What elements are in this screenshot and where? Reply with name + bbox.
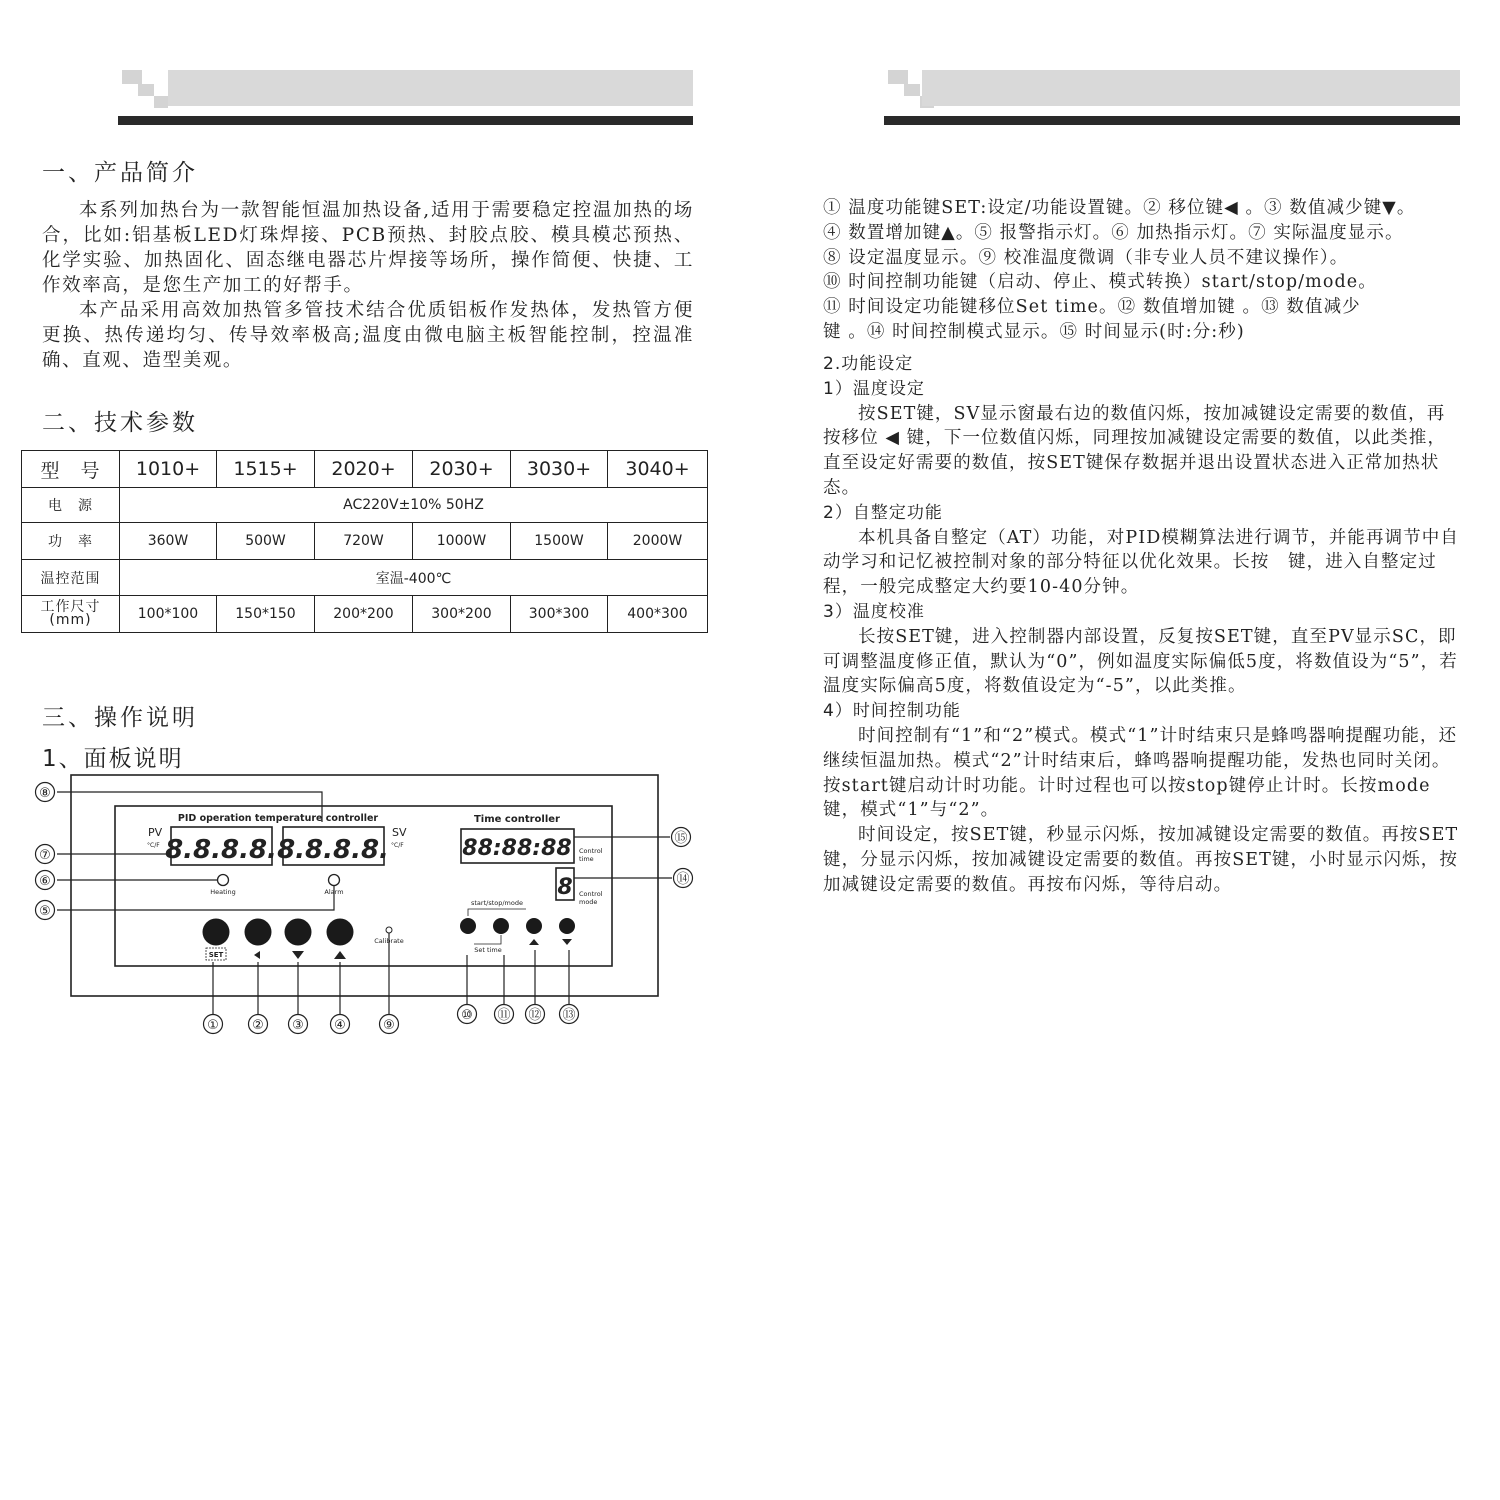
callout-3: ③ bbox=[292, 1018, 304, 1033]
control-time-label: Control bbox=[579, 847, 603, 855]
increase-key-icon bbox=[327, 919, 354, 946]
spec-table bbox=[21, 450, 708, 633]
time-increase-key-icon bbox=[526, 918, 542, 934]
model-cell: 1515+ bbox=[217, 451, 315, 488]
pv-display: 8.8.8.8. bbox=[165, 835, 277, 865]
callout-12: ⑫ bbox=[528, 1008, 542, 1023]
section1-paragraph: 本产品采用高效加热管多管技术结合优质铝板作发热体，发热管方便更换、热传递均匀、传导效率极高;温度由微电脑主板智能控制，控温准确、直观、造型美观。 bbox=[42, 300, 694, 371]
time-title: Time controller bbox=[473, 814, 561, 825]
temp-range-value: 室温-400℃ bbox=[120, 560, 708, 596]
table-row bbox=[22, 451, 708, 488]
calibrate-label: Calibrate bbox=[374, 937, 404, 945]
control-mode-label-2: mode bbox=[579, 898, 598, 906]
size-label-unit: (mm) bbox=[49, 612, 92, 628]
time-setting-text: 时间设定，按SET键，秒显示闪烁，按加减键设定需要的数值。再按SET键，分显示闪烁，按加减键设定需要的数值。再按SET键，小时显示闪烁，按加减键设定需要的数值。再按布闪烁，等待启动。 bbox=[823, 825, 1459, 895]
callout-4: ④ bbox=[334, 1018, 346, 1033]
temp-setting-text: 按SET键，SV显示窗最右边的数值闪烁，按加减键设定需要的数值，再按移位 ◀ 键，下一位数值闪烁，同理按加减键设定需要的数值，以此类推，直至设定好需要的数值，按SET键保存数据并退出设置状态进入正常加热状态。 bbox=[823, 403, 1447, 498]
temp-setting-title: 1）温度设定 bbox=[823, 378, 925, 399]
size-cell: 100*100 bbox=[120, 596, 217, 633]
pid-title: PID operation temperature controller bbox=[177, 813, 379, 824]
callout-11: ⑪ bbox=[497, 1008, 511, 1023]
size-label-line: 工作尺寸 bbox=[40, 599, 101, 615]
time-down-arrow-icon bbox=[562, 939, 572, 945]
model-cell: 2020+ bbox=[315, 451, 413, 488]
pv-label: PV bbox=[148, 826, 163, 839]
callout-6: ⑥ bbox=[39, 874, 51, 889]
legend-line: ⑩ 时间控制功能键（启动、停止、模式转换）start/stop/mode。 bbox=[823, 272, 1377, 293]
callout-14: ⑭ bbox=[676, 872, 690, 887]
time-display: 88:88:88 bbox=[462, 836, 572, 861]
size-cell: 150*150 bbox=[217, 596, 315, 633]
header-bar-right bbox=[884, 70, 1460, 130]
legend-line: ⑪ 时间设定功能键移位Set time。⑫ 数值增加键 。⑬ 数值减少 bbox=[823, 297, 1361, 318]
temperature-keys bbox=[203, 919, 354, 946]
time-up-arrow-icon bbox=[529, 939, 539, 945]
set-time-label: Set time bbox=[474, 946, 502, 954]
legend-line: ④ 数置增加键▲。⑤ 报警指示灯。⑥ 加热指示灯。⑦ 实际温度显示。 bbox=[823, 222, 1404, 243]
up-arrow-icon bbox=[334, 951, 346, 959]
callout-2: ② bbox=[252, 1018, 264, 1033]
autotune-title: 2）自整定功能 bbox=[823, 502, 943, 523]
shift-arrow-icon bbox=[254, 951, 260, 959]
power-cell: 360W bbox=[120, 523, 217, 560]
table-row bbox=[22, 488, 708, 523]
callout-9: ⑨ bbox=[383, 1018, 395, 1033]
sv-unit: °C/F bbox=[391, 842, 404, 849]
power-cell: 1500W bbox=[511, 523, 608, 560]
callout-13: ⑬ bbox=[562, 1008, 576, 1023]
model-cell: 2030+ bbox=[413, 451, 511, 488]
set-key-icon bbox=[203, 919, 230, 946]
section3-title: 三、操作说明 bbox=[42, 705, 198, 731]
power-supply-value: AC220V±10% 50HZ bbox=[120, 488, 708, 523]
heating-lamp-icon bbox=[218, 875, 229, 886]
power-supply-label: 电 源 bbox=[22, 488, 120, 523]
calibration-title: 3）温度校准 bbox=[823, 601, 925, 622]
down-arrow-icon bbox=[292, 951, 304, 959]
control-panel-diagram bbox=[30, 768, 690, 1040]
key-legend bbox=[823, 196, 1463, 345]
callout-5: ⑤ bbox=[39, 904, 51, 919]
panel-inner-frame bbox=[115, 806, 612, 966]
model-cell: 3040+ bbox=[608, 451, 708, 488]
pv-unit: °C/F bbox=[147, 842, 160, 849]
start-stop-mode-key-icon bbox=[460, 918, 476, 934]
alarm-label: Alarm bbox=[324, 888, 344, 896]
section2-title: 二、技术参数 bbox=[42, 410, 198, 436]
function-settings bbox=[823, 352, 1463, 898]
table-row bbox=[22, 523, 708, 560]
heating-label: Heating bbox=[210, 888, 236, 896]
sv-label: SV bbox=[392, 826, 407, 839]
legend-line: 键 。⑭ 时间控制模式显示。⑮ 时间显示(时:分:秒) bbox=[823, 321, 1245, 342]
power-cell: 1000W bbox=[413, 523, 511, 560]
section1-body bbox=[42, 198, 694, 373]
power-cell: 2000W bbox=[608, 523, 708, 560]
section1-paragraph: 本系列加热台为一款智能恒温加热设备,适用于需要稳定控温加热的场合，比如:铝基板LED灯珠焊接、PCB预热、封胶点胶、模具模芯预热、化学实验、加热固化、固态继电器芯片焊接等场所，操作简便、快捷、工作效率高，是您生产加工的好帮手。 bbox=[42, 200, 694, 296]
callout-10: ⑩ bbox=[461, 1008, 473, 1023]
set-key-label: SET bbox=[208, 951, 224, 959]
sv-display: 8.8.8.8. bbox=[277, 835, 389, 865]
callout-8: ⑧ bbox=[39, 786, 51, 801]
shift-key-icon bbox=[245, 919, 272, 946]
start-stop-mode-label: start/stop/mode bbox=[471, 899, 523, 907]
callout-1: ① bbox=[207, 1018, 219, 1033]
table-row bbox=[22, 560, 708, 596]
time-control-text: 时间控制有“1”和“2”模式。模式“1”计时结束只是蜂鸣器响提醒功能，还继续恒温加热。模式“2”计时结束后，蜂鸣器响提醒功能，发热也同时关闭。按start键启动计时功能。计时过程也可以按stop键停止计时。长按mode键，模式“1”与“2”。 bbox=[823, 725, 1458, 821]
section3-subtitle: 1、面板说明 bbox=[42, 746, 184, 772]
calibrate-knob-icon bbox=[386, 927, 392, 933]
model-cell: 3030+ bbox=[511, 451, 608, 488]
power-cell: 720W bbox=[315, 523, 413, 560]
legend-line: ① 温度功能键SET:设定/功能设置键。② 移位键◀ 。③ 数值减少键▼。 bbox=[823, 198, 1416, 218]
callout-15: ⑮ bbox=[674, 831, 688, 846]
size-cell: 200*200 bbox=[315, 596, 413, 633]
calibration-text: 长按SET键，进入控制器内部设置，反复按SET键，直至PV显示SC，即可调整温度修正值，默认为“0”，例如温度实际偏低5度，将数值设为“5”，若温度实际偏高5度，将数值设定为“-5”，以此类推。 bbox=[823, 626, 1458, 697]
callout-7: ⑦ bbox=[39, 848, 51, 863]
time-keys bbox=[460, 918, 575, 934]
size-cell: 400*300 bbox=[608, 596, 708, 633]
control-mode-label: Control bbox=[579, 890, 603, 898]
time-control-title: 4）时间控制功能 bbox=[823, 701, 961, 722]
table-row bbox=[22, 596, 708, 633]
size-cell: 300*200 bbox=[413, 596, 511, 633]
autotune-text: 本机具备自整定（AT）功能，对PID模糊算法进行调节，并能再调节中自动学习和记忆被控制对象的部分特征以优化效果。长按 键，进入自整定过程，一般完成整定大约要10-40分钟。 bbox=[823, 527, 1459, 598]
temp-range-label: 温控范围 bbox=[22, 560, 120, 596]
section1-title: 一、产品简介 bbox=[42, 160, 198, 186]
size-label bbox=[22, 596, 120, 633]
alarm-lamp-icon bbox=[329, 875, 340, 886]
mode-display: 8 bbox=[557, 875, 573, 900]
time-decrease-key-icon bbox=[559, 918, 575, 934]
function-settings-title: 2.功能设定 bbox=[823, 354, 914, 374]
decrease-key-icon bbox=[285, 919, 312, 946]
legend-line: ⑧ 设定温度显示。⑨ 校准温度微调（非专业人员不建议操作）。 bbox=[823, 247, 1349, 268]
power-cell: 500W bbox=[217, 523, 315, 560]
set-time-key-icon bbox=[493, 918, 509, 934]
control-time-label-2: time bbox=[579, 855, 594, 863]
header-bar-left bbox=[118, 70, 693, 130]
model-cell: 1010+ bbox=[120, 451, 217, 488]
model-label: 型 号 bbox=[22, 451, 120, 488]
size-cell: 300*300 bbox=[511, 596, 608, 633]
power-label: 功 率 bbox=[22, 523, 120, 560]
